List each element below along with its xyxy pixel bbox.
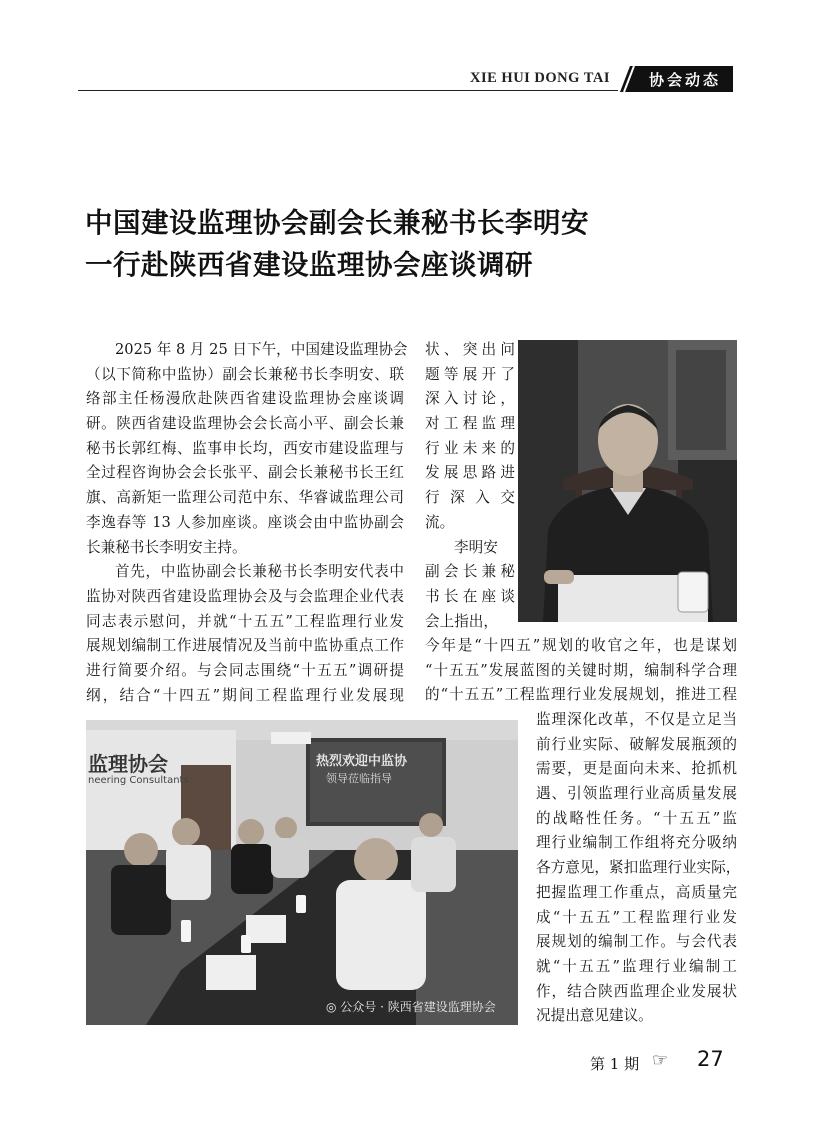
text-line: 发展思路进 — [425, 464, 515, 482]
page-number: 27 — [697, 1047, 724, 1071]
text-line: 监协对陕西省建设监理协会及与会监理企业代表 — [86, 587, 404, 605]
text-line: （以下简称中监协）副会长兼秘书长李明安、联 — [86, 365, 404, 383]
portrait-photo — [518, 340, 737, 622]
text-line: 进行简要介绍。与会同志围绕“十五五”调研提 — [86, 661, 404, 679]
text-line: 长兼秘书长李明安主持。 — [86, 538, 247, 556]
text-line: 对工程监理 — [425, 415, 515, 433]
article-title — [85, 202, 725, 286]
text-line: 成“十五五”工程监理行业发 — [536, 908, 737, 926]
screen-text-line2: 领导莅临指导 — [326, 772, 392, 785]
text-line: 研。陕西省建设监理协会会长高小平、副会长兼 — [86, 415, 404, 433]
text-line: 络部主任杨漫欣赴陕西省建设监理协会座谈调 — [86, 390, 404, 408]
text-line: 前行业实际、破解发展瓶颈的 — [536, 735, 737, 753]
screen-text-line1: 热烈欢迎中监协 — [316, 754, 408, 769]
text-line: 的“十五五”工程监理行业发展规划，推进工程 — [425, 686, 737, 704]
text-line: 展规划的编制工作。与会代表 — [536, 933, 737, 951]
text-line: 就“十五五”监理行业编制工 — [536, 957, 737, 975]
text-line: 今年是“十四五”规划的收官之年，也是谋划 — [425, 637, 737, 654]
text-line: 李逸春等 13 人参加座谈。座谈会由中监协副会 — [86, 513, 404, 531]
text-line: 各方意见，紧扣监理行业实际， — [536, 859, 741, 877]
text-line: 理行业编制工作组将充分吸纳 — [536, 834, 737, 852]
text-line: 行业未来的 — [425, 439, 515, 457]
text-line: 流。 — [425, 513, 455, 531]
pointing-hand-icon: ☞ — [652, 1050, 669, 1071]
text-line: 的战略性任务。“十五五”监 — [536, 809, 737, 827]
text-line: 况提出意见建议。 — [536, 1007, 653, 1025]
text-line: 2025 年 8 月 25 日下午，中国建设监理协会 — [115, 341, 408, 358]
text-line: 旗、高新矩一监理公司范中东、华睿诚监理公司 — [86, 489, 404, 507]
text-line: 监理深化改革，不仅是立足当 — [536, 711, 737, 728]
photo-watermark — [326, 998, 496, 1015]
meeting-photo — [86, 720, 518, 1025]
header-section-label: 协会动态 — [648, 71, 721, 89]
meeting-sign: 监理协会 — [88, 752, 168, 776]
text-line: 遇、引领监理行业高质量发展 — [536, 785, 737, 803]
text-line: 副会长兼秘 — [425, 563, 515, 581]
text-line: 纲，结合“十四五”期间工程监理行业发展现 — [86, 686, 404, 704]
text-line: 李明安 — [454, 538, 498, 556]
meeting-sign-sub: neering Consultants — [88, 775, 189, 786]
issue-number: 第 1 期 — [590, 1055, 640, 1073]
title-line: 中国建设监理协会副会长兼秘书长李明安 — [85, 207, 589, 239]
text-line: 需要，更是面向未来、抢抓机 — [536, 760, 737, 778]
text-line: 状、突出问 — [425, 341, 515, 358]
body-column-middle — [425, 338, 515, 634]
text-line: 书长在座谈 — [425, 587, 515, 605]
body-column-right — [536, 708, 741, 1029]
text-line: 全过程咨询协会会长张平、副会长兼秘书长王红 — [86, 464, 404, 482]
text-line: 行 深 入 交 — [425, 489, 515, 507]
title-line: 一行赴陕西省建设监理协会座谈调研 — [85, 249, 533, 281]
text-line: 把握监理工作重点，高质量完 — [536, 883, 737, 901]
text-line: “十五五”发展蓝图的关键时期，编制科学合理 — [425, 661, 737, 679]
text-line: 首先，中监协副会长兼秘书长李明安代表中 — [115, 563, 404, 581]
text-line: 展规划编制工作进展情况及当前中监协重点工作 — [86, 637, 404, 655]
portrait-illustration — [518, 340, 737, 622]
header-rule — [78, 90, 618, 91]
text-line: 深入讨论， — [425, 390, 515, 408]
body-column-left — [86, 338, 408, 708]
text-line: 秘书长郭红梅、监事申长均，西安市建设监理与 — [86, 439, 404, 457]
text-line: 作，结合陕西监理企业发展状 — [536, 982, 737, 1000]
watermark-text: 公众号 · 陕西省建设监理协会 — [340, 1000, 496, 1014]
header-pinyin: XIE HUI DONG TAI — [470, 70, 611, 86]
body-column-wide — [425, 634, 737, 708]
text-line: 同志表示慰问，并就“十五五”工程监理行业发 — [86, 612, 404, 630]
text-line: 题等展开了 — [425, 365, 515, 383]
text-line: 会上指出， — [425, 612, 498, 630]
wechat-icon: ◎ — [326, 1000, 341, 1014]
